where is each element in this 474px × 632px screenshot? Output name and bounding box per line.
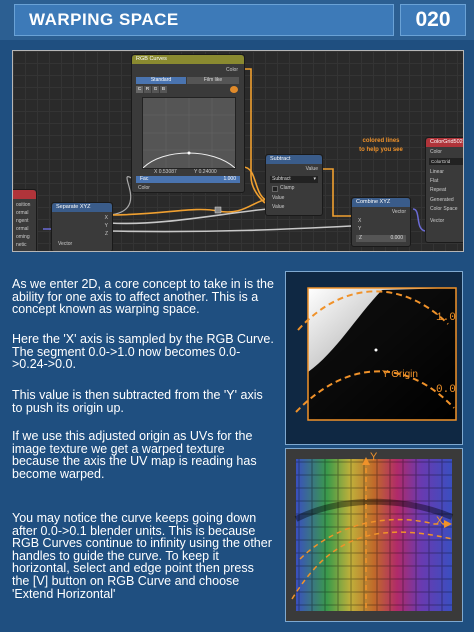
separate-xyz-node[interactable] bbox=[51, 202, 113, 252]
texcoord-node[interactable] bbox=[12, 189, 37, 252]
warp-texture-panel bbox=[285, 448, 463, 622]
subtract-in-value-1: Value bbox=[272, 195, 285, 201]
subtract-out-value: Value bbox=[305, 166, 318, 172]
texcoord-item: ormal bbox=[16, 210, 29, 216]
subtract-in-value-2: Value bbox=[272, 204, 285, 210]
paragraph-1: As we enter 2D, a core concept to take in is the ability for one axis to affect another. This is a concept known as warping space. bbox=[12, 277, 274, 317]
editor-annotation: colored lines to help you see bbox=[359, 138, 403, 153]
subtract-operation: Subtract bbox=[272, 176, 291, 182]
page-number: 020 bbox=[415, 8, 451, 31]
fac-value: 1.000 bbox=[223, 176, 236, 182]
chevron-down-icon: ▾ bbox=[313, 176, 316, 182]
combine-xyz-title: Combine XYZ bbox=[352, 198, 410, 207]
page-number-box bbox=[400, 4, 466, 36]
image-extension[interactable]: Repeat bbox=[430, 187, 447, 193]
combine-in-y: Y bbox=[358, 226, 362, 232]
texcoord-item: oming bbox=[16, 234, 30, 240]
channel-g-button[interactable]: G bbox=[153, 86, 158, 91]
separate-xyz-title: Separate XYZ bbox=[52, 203, 112, 212]
label-y-origin: Y Origin bbox=[382, 369, 418, 380]
clamp-checkbox[interactable] bbox=[272, 186, 278, 192]
curve-tools-icon[interactable] bbox=[230, 86, 238, 93]
node-editor-screenshot bbox=[12, 50, 464, 252]
rgb-curves-title: RGB Curves bbox=[132, 55, 244, 64]
z-value: 0.000 bbox=[390, 235, 403, 241]
fac-label: Fac bbox=[140, 176, 149, 182]
image-in-vector: Vector bbox=[430, 218, 445, 224]
paragraph-4: If we use this adjusted origin as UVs for the image texture we get a warped texture because the axis the UV map is reading has become warped. bbox=[12, 429, 257, 481]
warped-grid-illustration bbox=[286, 449, 462, 621]
link-x-curve-orange bbox=[109, 199, 268, 215]
link-subtract-to-combine bbox=[321, 169, 351, 216]
channel-r-button[interactable]: R bbox=[145, 86, 150, 91]
header-bar bbox=[0, 0, 474, 40]
title-box bbox=[14, 4, 394, 36]
combine-z-field[interactable] bbox=[356, 235, 406, 242]
out-y: Y bbox=[104, 223, 108, 229]
gradient-illustration bbox=[286, 272, 462, 444]
tab-film-like[interactable]: Film like bbox=[187, 77, 239, 84]
label-zero: 0.0 bbox=[436, 384, 456, 396]
texcoord-item: ngent bbox=[16, 218, 29, 224]
paragraph-5: You may notice the curve keeps going down after 0.0->0.1 blender units. This is because RGB Curves continue to infinity using the other handles to guide the curve. To keep it horizontal, select and edge point then press the [V] button on RGB Curve and choose 'Extend Horizontal' bbox=[12, 511, 272, 601]
coord-x: X 0.53087 bbox=[154, 169, 177, 175]
paragraph-2: Here the 'X' axis is sampled by the RGB Curve. The segment 0.0->1.0 now becomes 0.0->0.24->0.0. bbox=[12, 332, 274, 372]
texcoord-item: osition bbox=[16, 202, 31, 208]
texcoord-item: ormal bbox=[16, 226, 29, 232]
image-texture-node[interactable] bbox=[425, 137, 464, 243]
rgb-curves-node[interactable] bbox=[131, 54, 245, 193]
paragraph-3: This value is then subtracted from the 'Y' axis to push its origin up. bbox=[12, 388, 263, 415]
subtract-title: Subtract bbox=[266, 155, 322, 164]
curves-in-color: Color bbox=[138, 185, 150, 191]
fac-field[interactable] bbox=[136, 176, 240, 183]
in-vector: Vector bbox=[58, 241, 73, 247]
image-projection[interactable]: Flat bbox=[430, 178, 439, 184]
z-label: Z bbox=[359, 235, 363, 241]
texcoord-item: netic bbox=[16, 242, 27, 248]
label-x-axis: X bbox=[436, 515, 444, 527]
clamp-label: Clamp bbox=[280, 185, 295, 191]
label-one: 1.0 bbox=[436, 312, 456, 324]
link-y-to-subtract bbox=[109, 209, 268, 223]
out-z: Z bbox=[104, 231, 108, 237]
combine-out-vector: Vector bbox=[391, 209, 406, 215]
image-name-field[interactable]: ColorGrid bbox=[429, 158, 464, 165]
tab-standard[interactable]: Standard bbox=[136, 77, 186, 84]
coord-y: Y 0.24000 bbox=[194, 169, 217, 175]
out-x: X bbox=[104, 215, 108, 221]
image-out-color: Color bbox=[430, 149, 442, 155]
page-title: WARPING SPACE bbox=[29, 10, 179, 29]
channel-row bbox=[136, 86, 240, 94]
subtract-operation-dropdown[interactable] bbox=[270, 176, 318, 183]
image-color-space[interactable]: Color Space bbox=[430, 206, 458, 212]
combine-xyz-node[interactable] bbox=[351, 197, 411, 247]
image-source[interactable]: Generated bbox=[430, 197, 454, 203]
channel-c-button[interactable]: C bbox=[137, 86, 142, 91]
combine-in-x: X bbox=[358, 218, 362, 224]
image-interpolation[interactable]: Linear bbox=[430, 169, 444, 175]
label-y-axis: Y bbox=[370, 451, 378, 463]
subtract-node[interactable] bbox=[265, 154, 323, 216]
curve-graph[interactable] bbox=[142, 97, 236, 169]
image-texture-title: ColorGrid502 bbox=[426, 138, 464, 147]
channel-b-button[interactable]: B bbox=[161, 86, 165, 91]
curve-plot bbox=[143, 98, 235, 168]
warp-gradient-panel bbox=[285, 271, 463, 445]
curves-out-color: Color bbox=[226, 67, 238, 73]
